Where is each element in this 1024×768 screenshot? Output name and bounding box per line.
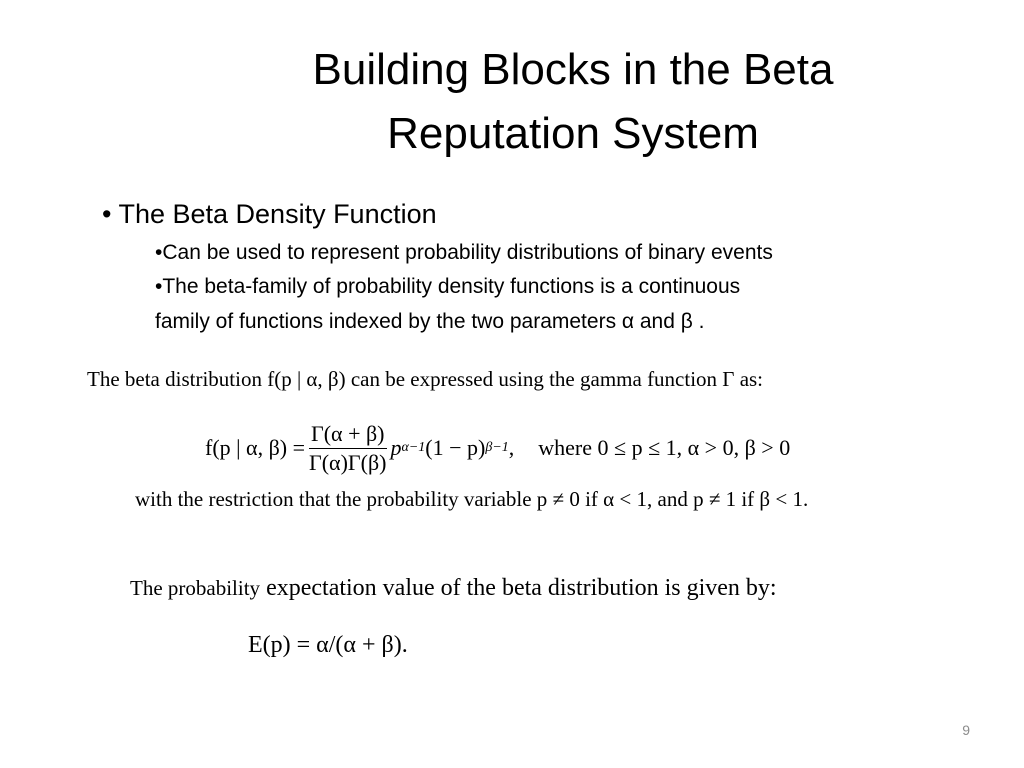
- slide-title-line-1: Building Blocks in the Beta: [312, 45, 834, 94]
- page-number: 9: [962, 722, 970, 738]
- expectation-intro: [130, 575, 777, 602]
- formula-lhs: f(p | α, β) =: [205, 435, 306, 460]
- formula-one-minus-p: (1 − p): [425, 435, 486, 460]
- beta-pdf-formula: [205, 418, 790, 478]
- expectation-intro-prefix: The probability: [130, 576, 261, 600]
- slide-title: [250, 38, 896, 166]
- formula-where-clause: where 0 ≤ p ≤ 1, α > 0, β > 0: [538, 435, 791, 460]
- formula-p: p: [390, 435, 402, 460]
- bullet-beta-density-function: • The Beta Density Function: [102, 199, 437, 229]
- gamma-fraction: [307, 421, 388, 476]
- fraction-numerator: Γ(α + β): [309, 421, 387, 449]
- restriction-text: with the restriction that the probability variable p ≠ 0 if α < 1, and p ≠ 1 if β < 1.: [135, 487, 809, 511]
- sub-bullet-binary-events: •Can be used to represent probability distributions of binary events: [155, 241, 773, 264]
- formula-exponent-alpha: α−1: [401, 440, 426, 455]
- formula-comma: ,: [508, 435, 515, 460]
- formula-exponent-beta: β−1: [485, 440, 509, 455]
- sub-bullet-beta-family-line-1: •The beta-family of probability density functions is a continuous: [155, 275, 741, 298]
- expectation-intro-rest: expectation value of the beta distribution is given by:: [260, 575, 777, 601]
- expectation-formula: E(p) = α/(α + β).: [248, 632, 408, 658]
- beta-distribution-intro: The beta distribution f(p | α, β) can be expressed using the gamma function Γ as:: [87, 367, 764, 391]
- sub-bullet-beta-family: [155, 269, 955, 339]
- sub-bullet-beta-family-line-2: family of functions indexed by the two parameters α and β .: [155, 310, 705, 333]
- fraction-denominator: Γ(α)Γ(β): [309, 449, 387, 475]
- slide-title-line-2: Reputation System: [387, 109, 759, 158]
